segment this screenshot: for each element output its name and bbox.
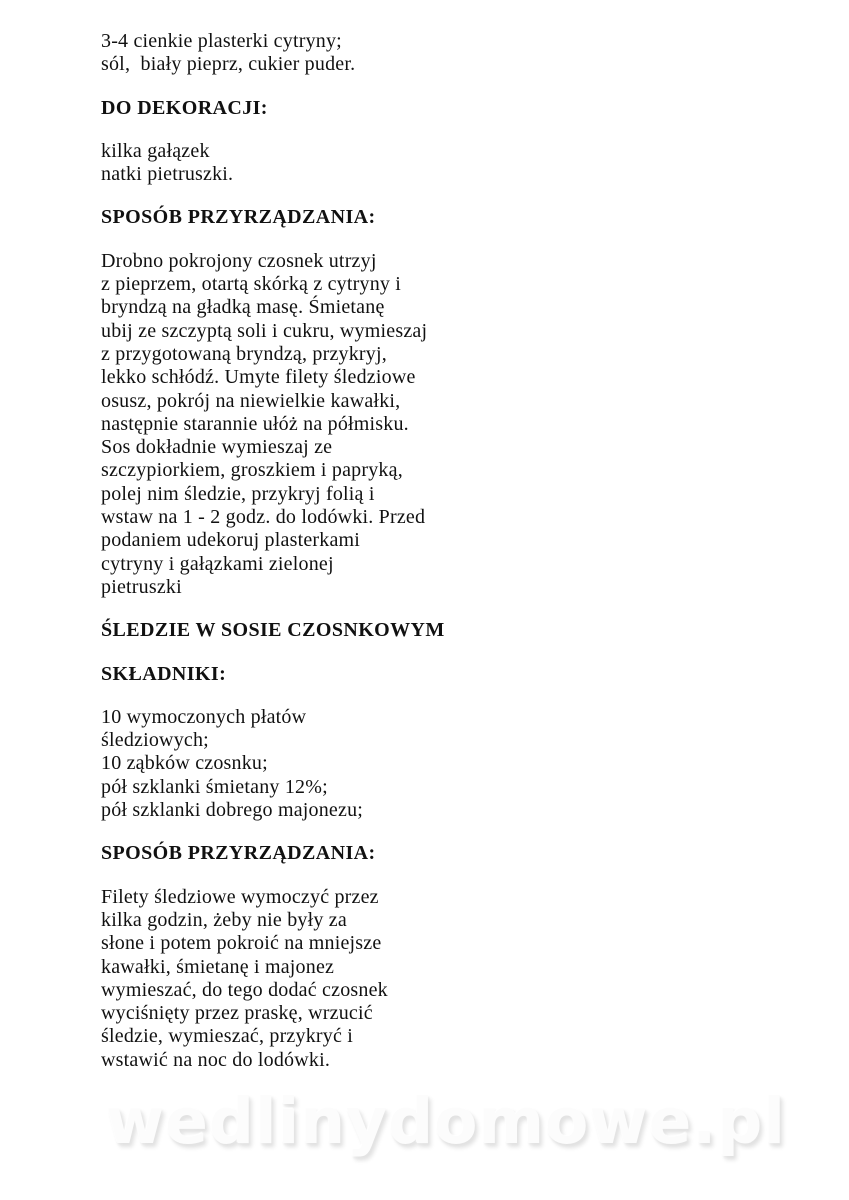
text-line: Drobno pokrojony czosnek utrzyj: [101, 249, 377, 272]
ingredients-list: [101, 706, 701, 822]
text-line: podaniem udekoruj plasterkami: [101, 529, 361, 552]
text-line: pół szklanki śmietany 12%;: [101, 775, 328, 798]
text-line: szczypiorkiem, groszkiem i papryką,: [101, 459, 403, 482]
text-line: cytryny i gałązkami zielonej: [101, 552, 334, 575]
text-line: pietruszki: [101, 575, 182, 598]
text-line: 3-4 cienkie plasterki cytryny;: [101, 30, 342, 52]
text-line: SPOSÓB PRZYRZĄDZANIA:: [101, 206, 376, 229]
text-line: wstawić na noc do lodówki.: [101, 1048, 331, 1071]
text-line: Filety śledziowe wymoczyć przez: [101, 885, 379, 908]
text-line: kilka gałązek: [101, 139, 210, 162]
text-line: wstaw na 1 - 2 godz. do lodówki. Przed: [101, 506, 426, 529]
text-line: kilka godzin, żeby nie były za: [101, 908, 347, 931]
decoration-heading: [101, 97, 701, 120]
text-line: wyciśnięty przez praskę, wrzucić: [101, 1002, 373, 1025]
text-line: lekko schłódź. Umyte filety śledziowe: [101, 366, 416, 389]
text-line: wymieszać, do tego dodać czosnek: [101, 978, 388, 1001]
text-line: ŚLEDZIE W SOSIE CZOSNKOWYM: [101, 619, 445, 642]
text-line: DO DEKORACJI:: [101, 96, 268, 119]
ingredients-heading: [101, 663, 701, 686]
text-line: SKŁADNIKI:: [101, 662, 227, 685]
preparation-text-1: [101, 250, 701, 599]
text-line: Sos dokładnie wymieszaj ze: [101, 436, 333, 459]
text-line: bryndzą na gładką masę. Śmietanę: [101, 296, 385, 319]
preparation-heading-1: [101, 206, 701, 229]
text-line: z przygotowaną bryndzą, przykryj,: [101, 342, 387, 365]
text-line: śledzie, wymieszać, przykryć i: [101, 1025, 354, 1048]
text-line: pół szklanki dobrego majonezu;: [101, 799, 364, 822]
text-line: kawałki, śmietanę i majonez: [101, 955, 335, 978]
recipe-title: [101, 619, 701, 642]
text-line: słone i potem pokroić na mniejsze: [101, 932, 382, 955]
text-line: następnie starannie ułóż na półmisku.: [101, 412, 409, 435]
preparation-text-2: [101, 886, 701, 1072]
text-line: polej nim śledzie, przykryj folią i: [101, 482, 375, 505]
text-line: osusz, pokrój na niewielkie kawałki,: [101, 389, 401, 412]
site-watermark: wedlinydomowe.pl: [106, 1085, 786, 1158]
preparation-heading-2: [101, 842, 701, 865]
text-line: 10 wymoczonych płatów: [101, 705, 307, 728]
document-body: [101, 30, 701, 1092]
text-line: z pieprzem, otartą skórką z cytryny i: [101, 273, 402, 296]
text-line: 10 ząbków czosnku;: [101, 752, 268, 775]
ingredients-continued: [101, 30, 701, 77]
text-line: sól, biały pieprz, cukier puder.: [101, 53, 356, 76]
text-line: natki pietruszki.: [101, 163, 234, 186]
text-line: ubij ze szczyptą soli i cukru, wymieszaj: [101, 319, 428, 342]
text-line: SPOSÓB PRZYRZĄDZANIA:: [101, 842, 376, 865]
decoration-items: [101, 140, 701, 187]
text-line: śledziowych;: [101, 729, 209, 752]
